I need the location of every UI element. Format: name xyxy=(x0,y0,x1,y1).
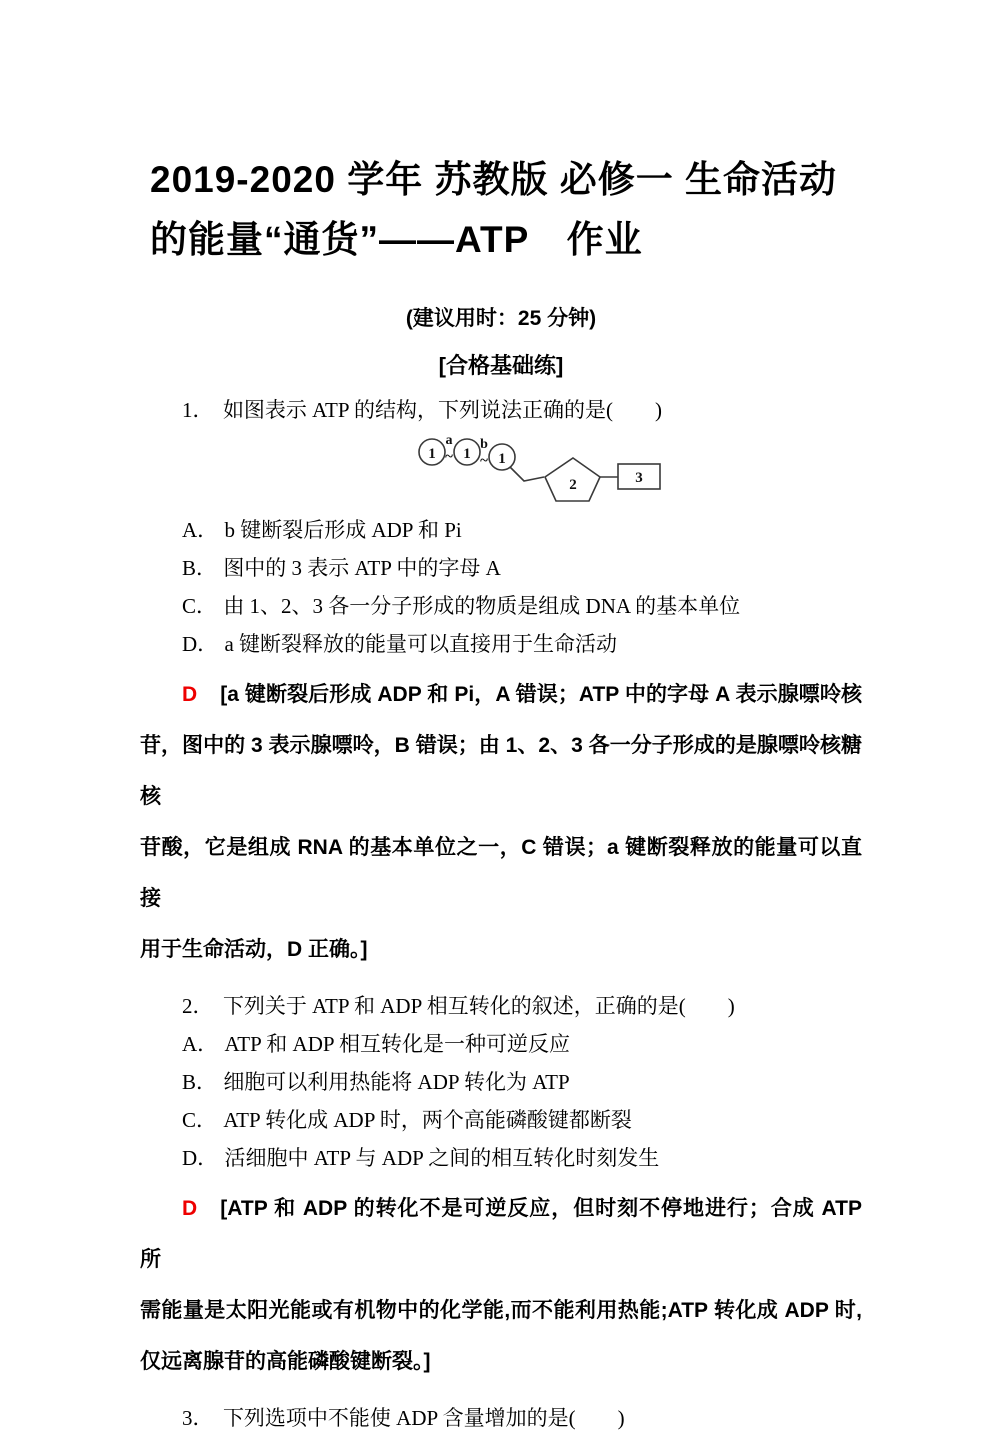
ribose-pentagon-label: 2 xyxy=(569,477,577,493)
phosphate-circle-label: 1 xyxy=(428,446,436,462)
question-2-answer-explanation xyxy=(140,1183,862,1387)
adenine-rect-label: 3 xyxy=(635,470,643,486)
answer-line xyxy=(140,669,862,720)
option-label: C． xyxy=(182,1108,218,1132)
option-text: ATP 和 ADP 相互转化是一种可逆反应 xyxy=(224,1032,571,1056)
option-label: D． xyxy=(182,632,219,656)
answer-text: [ATP 和 ADP 的转化不是可逆反应，但时刻不停地进行；合成 ATP 所 xyxy=(140,1197,862,1271)
high-energy-bond-b-symbol: ~ xyxy=(480,453,488,469)
high-energy-bond-a-symbol: ~ xyxy=(445,449,453,465)
option-label: B． xyxy=(182,556,218,580)
option-label: A． xyxy=(182,1032,219,1056)
question-1-text: 如图表示 ATP 的结构，下列说法正确的是( ) xyxy=(222,398,662,422)
question-2-option-d xyxy=(140,1146,862,1171)
section-label: [合格基础练] xyxy=(438,353,564,378)
answer-line: 苷，图中的 3 表示腺嘌呤，B 错误；由 1、2、3 各一分子形成的是腺嘌呤核糖核 xyxy=(140,734,862,808)
option-text: b 键断裂后形成 ADP 和 Pi xyxy=(224,518,462,542)
answer-line: 苷酸，它是组成 RNA 的基本单位之一，C 错误；a 键断裂释放的能量可以直接 xyxy=(140,836,862,910)
question-2-option-c xyxy=(140,1108,862,1133)
question-1 xyxy=(140,398,862,975)
question-3-number: 3． xyxy=(182,1406,214,1430)
question-1-option-c xyxy=(140,594,862,619)
option-label: D． xyxy=(182,1146,219,1170)
question-1-stem xyxy=(140,398,862,423)
option-label: C． xyxy=(182,594,218,618)
page-title xyxy=(150,150,862,270)
question-2 xyxy=(140,994,862,1387)
option-label: B． xyxy=(182,1070,218,1094)
suggested-time-note: (建议用时：25 分钟) xyxy=(405,307,597,330)
answer-text: [a 键断裂后形成 ADP 和 Pi，A 错误；ATP 中的字母 A 表示腺嘌呤核 xyxy=(220,683,862,706)
question-2-option-a xyxy=(140,1032,862,1057)
question-1-answer-explanation xyxy=(140,669,862,975)
atp-structure-figure xyxy=(412,431,862,505)
question-3-text: 下列选项中不能使 ADP 含量增加的是( ) xyxy=(222,1406,625,1430)
phosphate-circle-label: 1 xyxy=(463,446,471,462)
document-content xyxy=(140,0,862,1431)
question-3-stem xyxy=(140,1406,862,1431)
option-text: ATP 转化成 ADP 时，两个高能磷酸键都断裂 xyxy=(223,1108,632,1132)
answer-line xyxy=(140,1183,862,1285)
bond-a-label: a xyxy=(445,433,453,448)
question-1-option-b xyxy=(140,556,862,581)
question-2-text: 下列关于 ATP 和 ADP 相互转化的叙述，正确的是( ) xyxy=(222,994,735,1018)
answer-line: 用于生命活动，D 正确。] xyxy=(140,938,368,961)
option-text: a 键断裂释放的能量可以直接用于生命活动 xyxy=(224,632,618,656)
page-title-line-2: 的能量“通货”——ATP 作业 xyxy=(150,219,643,260)
atp-structure-diagram xyxy=(412,431,662,505)
answer-line: 需能量是太阳光能或有机物中的化学能,而不能利用热能;ATP 转化成 ADP 时, xyxy=(140,1299,862,1322)
option-text: 由 1、2、3 各一分子形成的物质是组成 DNA 的基本单位 xyxy=(223,594,741,618)
answer-letter: D xyxy=(182,1197,198,1220)
option-text: 活细胞中 ATP 与 ADP 之间的相互转化时刻发生 xyxy=(224,1146,660,1170)
question-2-number: 2． xyxy=(182,994,214,1018)
answer-letter: D xyxy=(182,683,198,706)
answer-line: 仅远离腺苷的高能磷酸键断裂。] xyxy=(140,1350,431,1373)
question-1-number: 1． xyxy=(182,398,214,422)
page-title-line-1: 2019-2020 学年 苏教版 必修一 生命活动 xyxy=(150,159,838,200)
question-1-option-d xyxy=(140,632,862,657)
question-1-option-a xyxy=(140,518,862,543)
option-text: 图中的 3 表示 ATP 中的字母 A xyxy=(223,556,501,580)
option-text: 细胞可以利用热能将 ADP 转化为 ATP xyxy=(223,1070,570,1094)
question-2-stem xyxy=(140,994,862,1019)
option-label: A． xyxy=(182,518,219,542)
connector-line xyxy=(510,467,544,481)
phosphate-circle-label: 1 xyxy=(498,451,506,467)
bond-b-label: b xyxy=(480,437,488,452)
question-3 xyxy=(140,1406,862,1431)
question-2-option-b xyxy=(140,1070,862,1095)
